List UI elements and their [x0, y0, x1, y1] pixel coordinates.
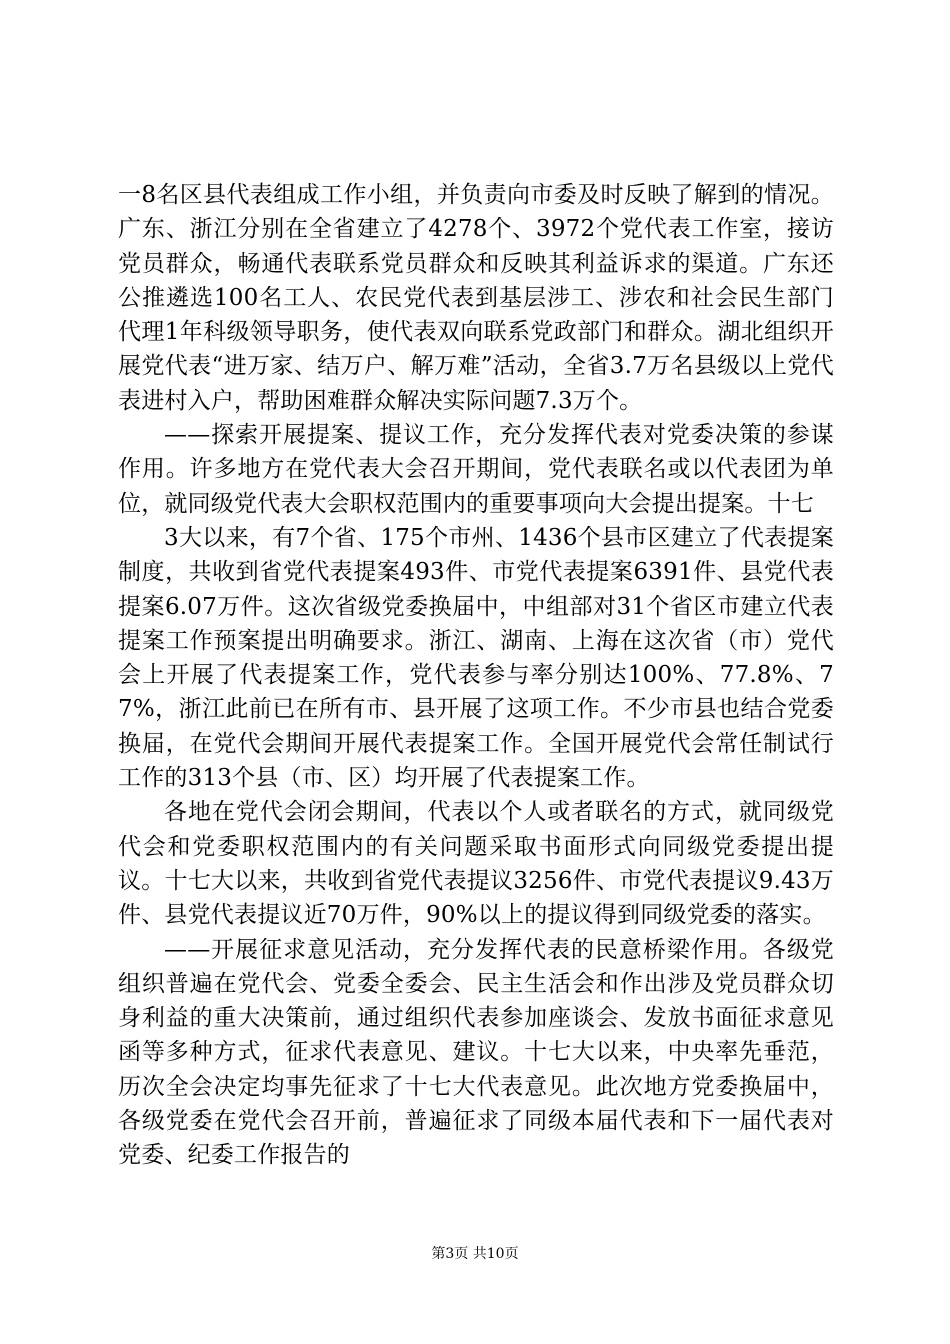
paragraph-5: ——开展征求意见活动，充分发挥代表的民意桥梁作用。各级党组织普遍在党代会、党委全委会、民主生活会和作出涉及党员群众切身利益的重大决策前，通过组织代表参加座谈会、发放书面征求意见函等多种方式，征求代表意见、建议。十七大以来，中央率先垂范，历次全会决定均事先征求了十七大代表意见。此次地方党委换届中，各级党委在党代会召开前，普遍征求了同级本届代表和下一届代表对党委、纪委工作报告的	[118, 936, 834, 1169]
paragraph-4: 各地在党代会闭会期间，代表以个人或者联名的方式，就同级党代会和党委职权范围内的有关问题采取书面形式向同级党委提出提议。十七大以来，共收到省党代表提议3256件、市党代表提议9.43万件、县党代表提议近70万件，90%以上的提议得到同级党委的落实。	[118, 799, 834, 929]
paragraph-3: 3大以来，有7个省、175个市州、1436个县市区建立了代表提案制度，共收到省党代表提案493件、市党代表提案6391件、县党代表提案6.07万件。这次省级党委换届中，中组部对31个省区市建立代表提案工作预案提出明确要求。浙江、湖南、上海在这次省（市）党代会上开展了代表提案工作，党代表参与率分别达100%、77.8%、77%，浙江此前已在所有市、县开展了这项工作。不少市县也结合党委换届，在党代会期间开展代表提案工作。全国开展党代会常任制试行工作的313个县（市、区）均开展了代表提案工作。	[118, 524, 834, 792]
page-number-footer: 第3页 共10页	[431, 1246, 519, 1262]
paragraph-2: ——探索开展提案、提议工作，充分发挥代表对党委决策的参谋作用。许多地方在党代表大会召开期间，党代表联名或以代表团为单位，就同级党代表大会职权范围内的重要事项向大会提出提案。十七	[118, 422, 834, 517]
document-body	[118, 178, 834, 1173]
paragraph-1: 一8名区县代表组成工作小组，并负责向市委及时反映了解到的情况。广东、浙江分别在全省建立了4278个、3972个党代表工作室，接访党员群众，畅通代表联系党员群众和反映其利益诉求的渠道。广东还公推遴选100名工人、农民党代表到基层涉工、涉农和社会民生部门代理1年科级领导职务，使代表双向联系党政部门和群众。湖北组织开展党代表“进万家、结万户、解万难”活动，全省3.7万名县级以上党代表进村入户，帮助困难群众解决实际问题7.3万个。	[118, 182, 834, 414]
